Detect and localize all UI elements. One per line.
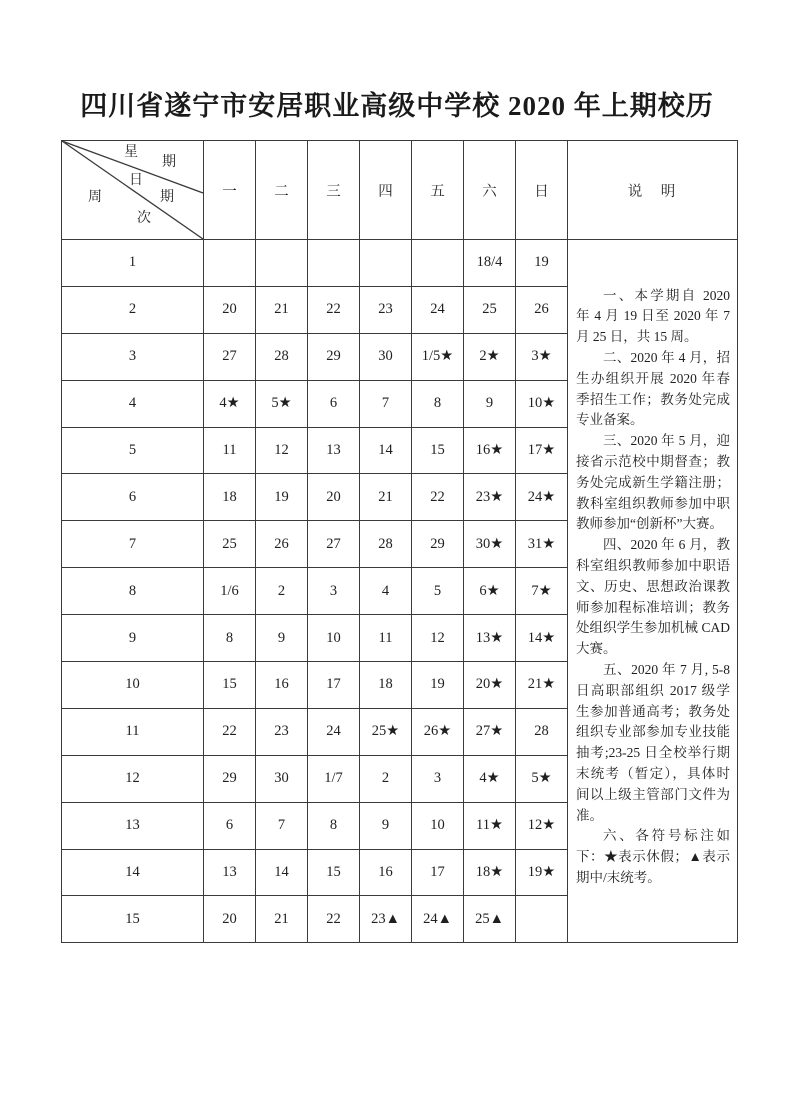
calendar-day-cell: 10 — [412, 802, 464, 849]
corner-header-cell — [62, 141, 204, 240]
calendar-day-cell: 19 — [516, 240, 568, 287]
calendar-day-cell: 10 — [308, 615, 360, 662]
day-header-mon: 一 — [204, 141, 256, 240]
calendar-day-cell: 22 — [308, 286, 360, 333]
calendar-day-cell: 3★ — [516, 333, 568, 380]
calendar-day-cell: 24 — [308, 708, 360, 755]
calendar-day-cell: 26 — [256, 521, 308, 568]
notes-cell — [568, 240, 738, 943]
calendar-day-cell: 4★ — [204, 380, 256, 427]
note-paragraph: 一、本学期自 2020 年 4 月 19 日至 2020 年 7 月 25 日，共 15 周。 — [576, 287, 730, 345]
day-header-fri: 五 — [412, 141, 464, 240]
calendar-day-cell: 4★ — [464, 755, 516, 802]
calendar-day-cell: 23▲ — [360, 896, 412, 943]
calendar-day-cell: 18/4 — [464, 240, 516, 287]
calendar-day-cell — [308, 240, 360, 287]
calendar-day-cell: 16 — [256, 662, 308, 709]
corner-label-weekday-char1: 星 — [124, 145, 138, 160]
calendar-day-cell: 31★ — [516, 521, 568, 568]
calendar-day-cell: 2★ — [464, 333, 516, 380]
calendar-day-cell: 7★ — [516, 568, 568, 615]
calendar-day-cell: 17 — [308, 662, 360, 709]
calendar-day-cell: 26★ — [412, 708, 464, 755]
calendar-day-cell: 27 — [204, 333, 256, 380]
calendar-day-cell: 9 — [360, 802, 412, 849]
note-paragraph: 三、2020 年 5 月，迎接省示范校中期督查；教务处完成新生学籍注册；教科室组织教师参加中职教师参加“创新杯”大赛。 — [576, 433, 730, 532]
day-header-sun: 日 — [516, 141, 568, 240]
calendar-day-cell: 15 — [204, 662, 256, 709]
calendar-day-cell: 14 — [256, 849, 308, 896]
calendar-day-cell: 21 — [256, 286, 308, 333]
calendar-day-cell: 13 — [308, 427, 360, 474]
week-row — [62, 240, 738, 287]
calendar-day-cell: 29 — [412, 521, 464, 568]
corner-label-week-char2: 次 — [137, 211, 151, 226]
calendar-day-cell: 15 — [412, 427, 464, 474]
notes-body — [568, 242, 737, 941]
calendar-day-cell: 21 — [360, 474, 412, 521]
calendar-day-cell: 27★ — [464, 708, 516, 755]
calendar-day-cell: 12★ — [516, 802, 568, 849]
calendar-day-cell — [412, 240, 464, 287]
calendar-day-cell: 16 — [360, 849, 412, 896]
day-header-thu: 四 — [360, 141, 412, 240]
note-paragraph: 二、2020 年 4 月，招生办组织开展 2020 年春季招生工作；教务处完成专业备案。 — [576, 350, 730, 428]
calendar-day-cell: 18★ — [464, 849, 516, 896]
calendar-day-cell — [204, 240, 256, 287]
calendar-day-cell: 3 — [308, 568, 360, 615]
calendar-day-cell: 1/5★ — [412, 333, 464, 380]
calendar-day-cell: 20 — [204, 286, 256, 333]
header-row — [62, 141, 738, 240]
calendar-day-cell: 19 — [412, 662, 464, 709]
week-number-cell: 4 — [62, 380, 204, 427]
day-header-tue: 二 — [256, 141, 308, 240]
week-number-cell: 2 — [62, 286, 204, 333]
note-paragraph: 四、2020 年 6 月，教科室组织教师参加中职语文、历史、思想政治课教师参加程标准培训；教务处组织学生参加机械 CAD 大赛。 — [576, 537, 730, 657]
calendar-day-cell: 4 — [360, 568, 412, 615]
week-number-cell: 15 — [62, 896, 204, 943]
calendar-day-cell: 9 — [464, 380, 516, 427]
calendar-day-cell: 27 — [308, 521, 360, 568]
calendar-day-cell — [256, 240, 308, 287]
calendar-day-cell: 8 — [204, 615, 256, 662]
calendar-day-cell: 12 — [412, 615, 464, 662]
week-number-cell: 14 — [62, 849, 204, 896]
week-number-cell: 12 — [62, 755, 204, 802]
calendar-day-cell: 2 — [256, 568, 308, 615]
calendar-day-cell: 17★ — [516, 427, 568, 474]
calendar-day-cell — [516, 896, 568, 943]
calendar-day-cell: 19 — [256, 474, 308, 521]
day-header-wed: 三 — [308, 141, 360, 240]
week-number-cell: 3 — [62, 333, 204, 380]
calendar-day-cell: 24 — [412, 286, 464, 333]
calendar-day-cell: 2 — [360, 755, 412, 802]
week-number-cell: 9 — [62, 615, 204, 662]
calendar-day-cell: 21 — [256, 896, 308, 943]
week-number-cell: 13 — [62, 802, 204, 849]
calendar-day-cell: 7 — [360, 380, 412, 427]
calendar-day-cell: 19★ — [516, 849, 568, 896]
corner-label-date-char1: 日 — [129, 173, 143, 188]
note-paragraph: 五、2020 年 7 月, 5-8 日高职部组织 2017 级学生参加普通高考；教务处组织专业部参加专业技能抽考;23-25 日全校举行期末统考（暂定），具体时间以上级主管部门文件为准。 — [576, 662, 730, 823]
calendar-day-cell: 6★ — [464, 568, 516, 615]
calendar-day-cell: 28 — [360, 521, 412, 568]
calendar-day-cell: 23★ — [464, 474, 516, 521]
week-number-cell: 11 — [62, 708, 204, 755]
calendar-day-cell: 7 — [256, 802, 308, 849]
calendar-day-cell: 20 — [308, 474, 360, 521]
calendar-day-cell: 24★ — [516, 474, 568, 521]
week-number-cell: 5 — [62, 427, 204, 474]
calendar-day-cell: 22 — [204, 708, 256, 755]
week-number-cell: 10 — [62, 662, 204, 709]
calendar-day-cell: 28 — [256, 333, 308, 380]
calendar-day-cell: 29 — [308, 333, 360, 380]
calendar-day-cell: 5★ — [256, 380, 308, 427]
calendar-day-cell: 22 — [412, 474, 464, 521]
calendar-day-cell: 1/6 — [204, 568, 256, 615]
calendar-day-cell: 1/7 — [308, 755, 360, 802]
calendar-day-cell: 30★ — [464, 521, 516, 568]
calendar-day-cell: 17 — [412, 849, 464, 896]
calendar-day-cell: 13★ — [464, 615, 516, 662]
calendar-day-cell: 18 — [360, 662, 412, 709]
calendar-day-cell: 9 — [256, 615, 308, 662]
calendar-day-cell: 15 — [308, 849, 360, 896]
calendar-day-cell: 21★ — [516, 662, 568, 709]
calendar-day-cell: 25★ — [360, 708, 412, 755]
calendar-day-cell: 5 — [412, 568, 464, 615]
calendar-day-cell: 25▲ — [464, 896, 516, 943]
corner-label-weekday-char2: 期 — [162, 155, 176, 170]
calendar-day-cell: 25 — [204, 521, 256, 568]
calendar-day-cell: 26 — [516, 286, 568, 333]
calendar-day-cell: 8 — [308, 802, 360, 849]
calendar-day-cell: 30 — [256, 755, 308, 802]
week-number-cell: 7 — [62, 521, 204, 568]
calendar-day-cell: 8 — [412, 380, 464, 427]
calendar-body — [62, 141, 738, 943]
note-paragraph: 六、各符号标注如下：★表示休假；▲表示期中/末统考。 — [576, 828, 730, 885]
calendar-day-cell: 11 — [360, 615, 412, 662]
calendar-day-cell: 23 — [360, 286, 412, 333]
calendar-day-cell: 11★ — [464, 802, 516, 849]
calendar-day-cell: 20★ — [464, 662, 516, 709]
week-number-cell: 6 — [62, 474, 204, 521]
calendar-table — [61, 140, 738, 943]
calendar-day-cell: 16★ — [464, 427, 516, 474]
calendar-day-cell: 13 — [204, 849, 256, 896]
calendar-day-cell: 25 — [464, 286, 516, 333]
corner-label-week-char1: 周 — [88, 190, 102, 205]
calendar-day-cell: 23 — [256, 708, 308, 755]
calendar-day-cell: 5★ — [516, 755, 568, 802]
week-number-cell: 8 — [62, 568, 204, 615]
week-number-cell: 1 — [62, 240, 204, 287]
calendar-day-cell: 29 — [204, 755, 256, 802]
calendar-day-cell — [360, 240, 412, 287]
calendar-day-cell: 14 — [360, 427, 412, 474]
corner-label-date-char2: 期 — [160, 190, 174, 205]
day-header-sat: 六 — [464, 141, 516, 240]
calendar-day-cell: 20 — [204, 896, 256, 943]
calendar-day-cell: 30 — [360, 333, 412, 380]
calendar-day-cell: 12 — [256, 427, 308, 474]
calendar-day-cell: 6 — [204, 802, 256, 849]
calendar-day-cell: 14★ — [516, 615, 568, 662]
calendar-day-cell: 11 — [204, 427, 256, 474]
calendar-day-cell: 3 — [412, 755, 464, 802]
calendar-day-cell: 18 — [204, 474, 256, 521]
calendar-day-cell: 24▲ — [412, 896, 464, 943]
page-title: 四川省遂宁市安居职业高级中学校 2020 年上期校历 — [80, 91, 714, 121]
calendar-day-cell: 6 — [308, 380, 360, 427]
calendar-day-cell: 28 — [516, 708, 568, 755]
notes-header: 说 明 — [568, 141, 738, 240]
calendar-day-cell: 10★ — [516, 380, 568, 427]
calendar-day-cell: 22 — [308, 896, 360, 943]
